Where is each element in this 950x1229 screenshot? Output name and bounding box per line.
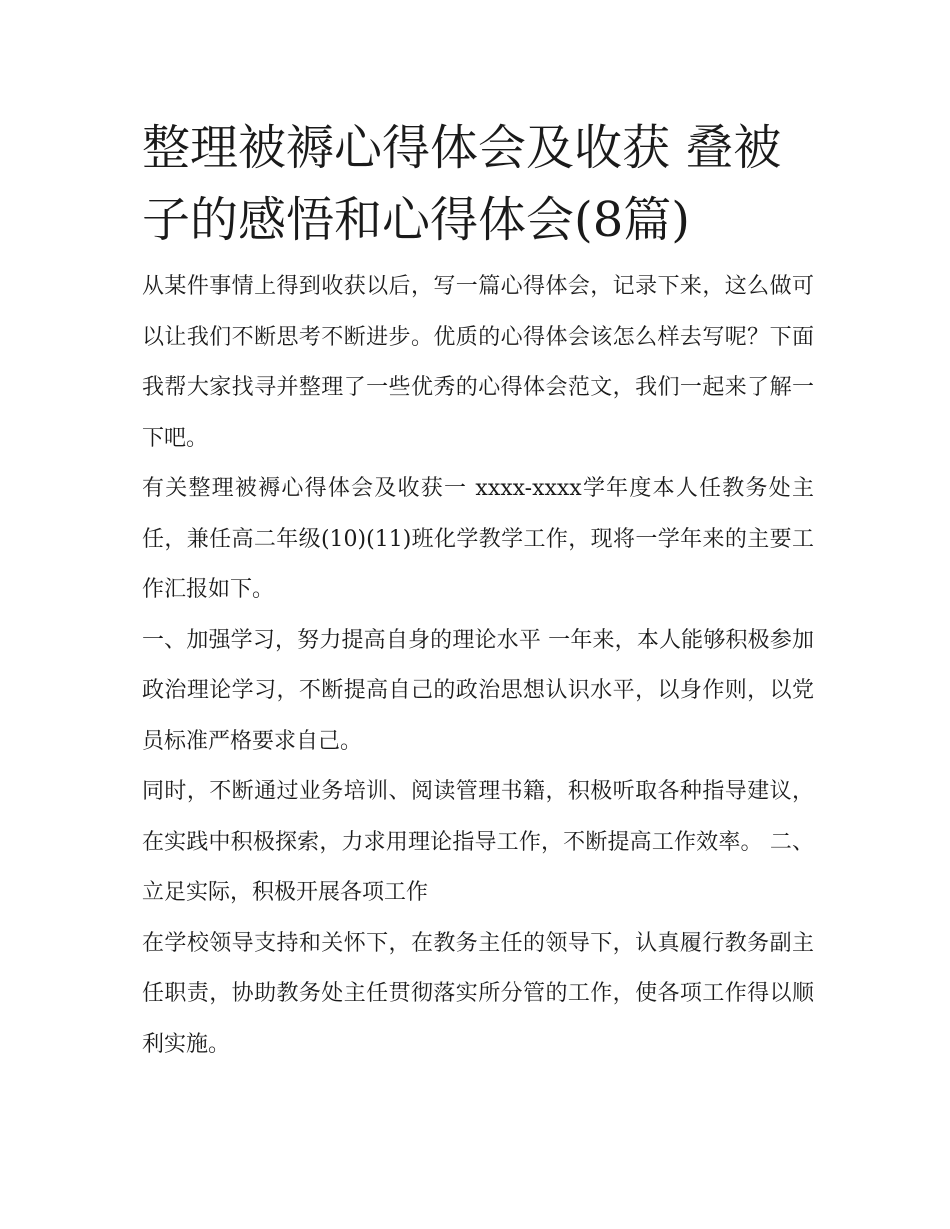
paragraph-4: 在学校领导支持和关怀下，在教务主任的领导下，认真履行教务副主任职责，协助教务处主任贯彻落实所分管的工作，使各项工作得以顺利实施。: [142, 930, 814, 1057]
paragraph-3: 同时，不断通过业务培训、阅读管理书籍，积极听取各种指导建议，在实践中积极探索，力求用理论指导工作，不断提高工作效率。 二、立足实际，积极开展各项工作: [142, 779, 814, 905]
paragraph-2: 一、加强学习，努力提高自身的理论水平 一年来，本人能够积极参加政治理论学习，不断提高自己的政治思想认识水平，以身作则，以党员标准严格要求自己。: [142, 627, 814, 754]
document-title: 整理被褥心得体会及收获 叠被子的感悟和心得体会(8篇): [142, 120, 782, 248]
paragraph-intro: 从某件事情上得到收获以后，写一篇心得体会，记录下来，这么做可以让我们不断思考不断进步。优质的心得体会该怎么样去写呢？下面我帮大家找寻并整理了一些优秀的心得体会范文，我们一起来了解一下吧。: [142, 274, 814, 451]
document-page: [142, 112, 814, 1070]
paragraph-1: 有关整理被褥心得体会及收获一 xxxx-xxxx学年度本人任教务处主任，兼任高二年级(10)(11)班化学教学工作，现将一学年来的主要工作汇报如下。: [142, 476, 814, 602]
